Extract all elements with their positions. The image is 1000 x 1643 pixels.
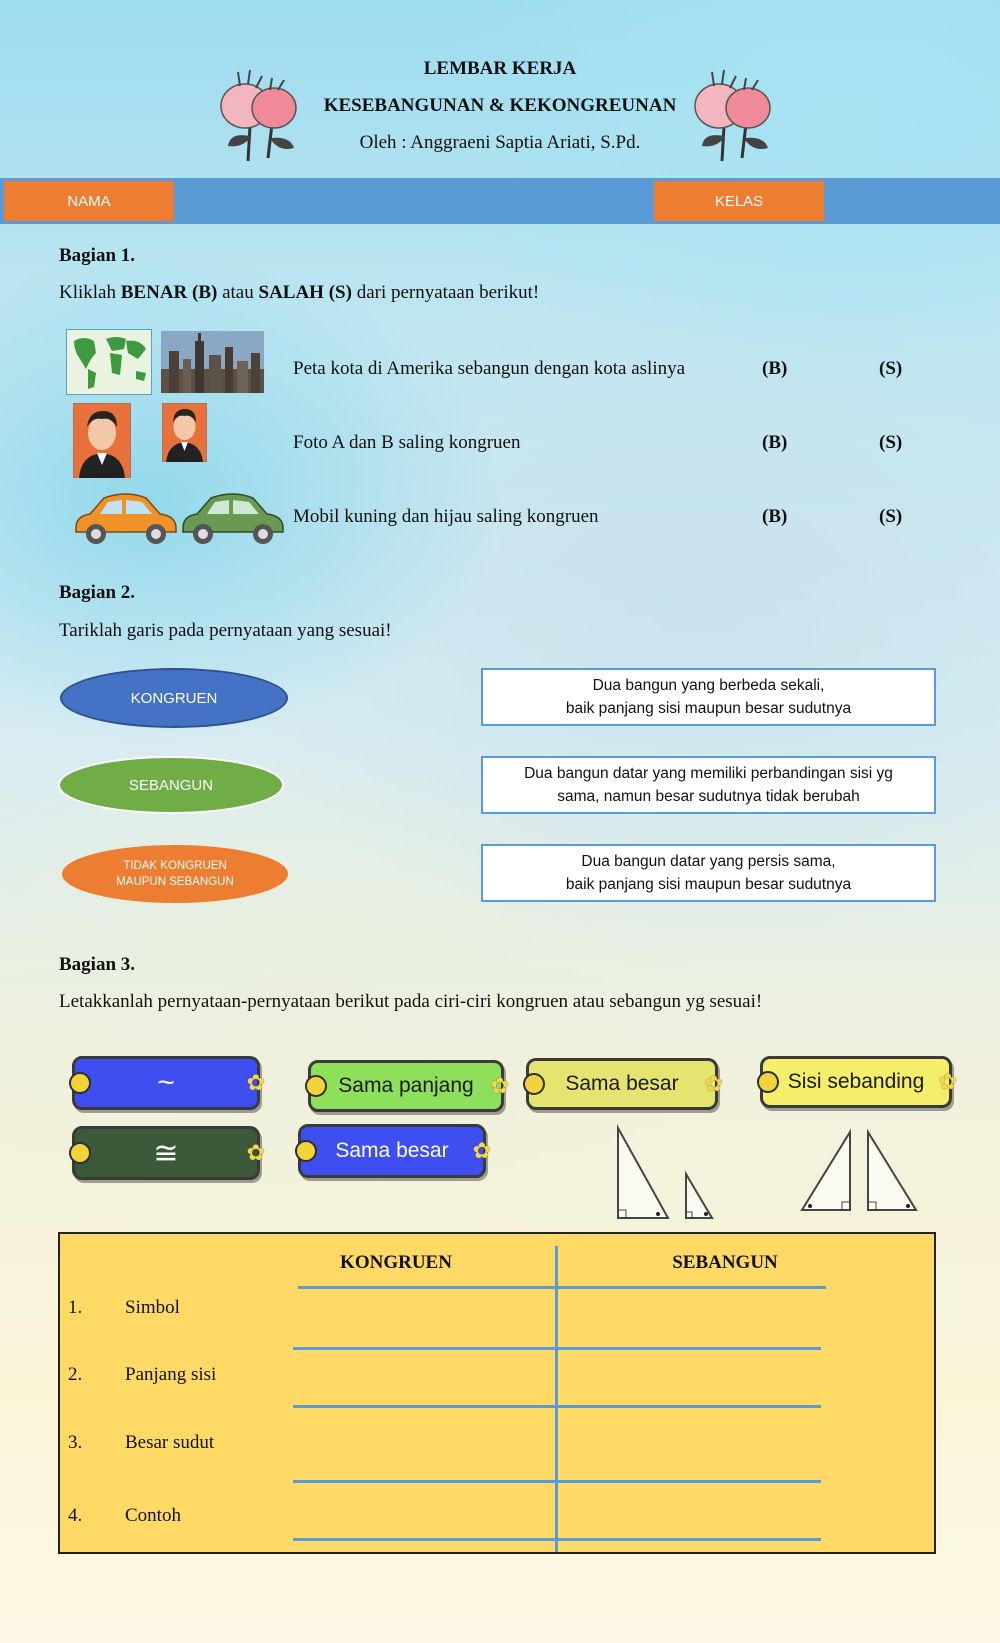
part1-instruction: Kliklah BENAR (B) atau SALAH (S) dari pernyataan berikut! [59,282,540,303]
col-header-kongruen: KONGRUEN [340,1252,452,1273]
green-car-image [177,490,289,546]
name-label: NAMA [4,181,174,221]
row-divider-4 [293,1538,821,1541]
part1-heading: Bagian 1. [59,245,136,266]
congruent-triangles-image [798,1128,922,1214]
part1-statement-1: Peta kota di Amerika sebangun dengan kota aslinya [293,358,686,379]
term-tidak-kongruen[interactable]: TIDAK KONGRUEN MAUPUN SEBANGUN [62,845,288,903]
similar-triangles-image [612,1124,722,1222]
tag-similar-symbol[interactable]: ~ ✿ [72,1056,260,1110]
row-number: 2. [68,1364,83,1385]
row-divider-3 [293,1480,821,1483]
part3-heading: Bagian 3. [59,954,136,975]
definition-box-3[interactable]: Dua bangun datar yang persis sama, baik panjang sisi maupun besar sudutnya [481,844,936,902]
row-number: 4. [68,1505,83,1526]
worksheet-title: LEMBAR KERJA [423,58,577,79]
class-input[interactable] [828,181,996,221]
benar-choice-3[interactable]: (B) [762,506,788,527]
col-header-sebangun: SEBANGUN [672,1252,778,1273]
dropzone-kongruen-contoh[interactable] [298,1484,553,1536]
tag-congruent-symbol[interactable]: ≅ ✿ [72,1126,260,1180]
author-line: Oleh : Anggraeni Saptia Ariati, S.Pd. [359,132,641,153]
part1-statement-3: Mobil kuning dan hijau saling kongruen [293,506,599,527]
tag-sama-besar-yellow[interactable]: Sama besar ✿ [526,1058,718,1110]
row-number: 1. [68,1297,83,1318]
row-label-besar-sudut: Besar sudut [125,1432,215,1453]
city-skyline-image [161,331,264,393]
dropzone-sebangun-contoh[interactable] [560,1484,822,1536]
class-label: KELAS [654,181,824,221]
row-label-simbol: Simbol [125,1297,180,1318]
dropzone-sebangun-simbol[interactable] [560,1290,822,1345]
dropzone-sebangun-besar-sudut[interactable] [560,1409,822,1478]
tag-sisi-sebanding[interactable]: Sisi sebanding ✿ [760,1056,952,1108]
definition-box-1[interactable]: Dua bangun yang berbeda sekali, baik panjang sisi maupun besar sudutnya [481,668,936,726]
part2-instruction: Tariklah garis pada pernyataan yang sesuai! [59,620,392,641]
row-divider-1 [293,1347,821,1350]
name-input[interactable] [178,181,650,221]
row-divider-2 [293,1405,821,1408]
row-label-panjang-sisi: Panjang sisi [125,1364,217,1385]
term-sebangun[interactable]: SEBANGUN [58,756,284,814]
salah-choice-1[interactable]: (S) [879,358,903,379]
dropzone-kongruen-panjang-sisi[interactable] [298,1351,553,1403]
dropzone-kongruen-besar-sudut[interactable] [298,1409,553,1478]
dropzone-sebangun-panjang-sisi[interactable] [560,1351,822,1403]
header-underline [298,1286,826,1289]
row-label-contoh: Contoh [125,1505,181,1526]
term-kongruen[interactable]: KONGRUEN [60,668,288,728]
worksheet-subtitle: KESEBANGUNAN & KEKONGREUNAN [323,95,677,116]
benar-choice-2[interactable]: (B) [762,432,788,453]
column-divider [555,1246,558,1552]
part2-heading: Bagian 2. [59,582,136,603]
dropzone-kongruen-simbol[interactable] [298,1290,553,1345]
benar-choice-1[interactable]: (B) [762,358,788,379]
photo-a-image [73,403,131,478]
orange-car-image [70,490,182,546]
tag-sama-besar-blue[interactable]: Sama besar ✿ [298,1124,486,1178]
row-number: 3. [68,1432,83,1453]
photo-b-image [162,403,207,462]
tag-sama-panjang[interactable]: Sama panjang ✿ [308,1060,504,1112]
part1-statement-2: Foto A dan B saling kongruen [293,432,521,453]
definition-box-2[interactable]: Dua bangun datar yang memiliki perbandingan sisi yg sama, namun besar sudutnya tidak berubah [481,756,936,814]
part3-instruction: Letakkanlah pernyataan-pernyataan berikut pada ciri-ciri kongruen atau sebangun yg sesuai! [59,991,763,1012]
salah-choice-3[interactable]: (S) [879,506,903,527]
salah-choice-2[interactable]: (S) [879,432,903,453]
world-map-image [66,329,152,395]
